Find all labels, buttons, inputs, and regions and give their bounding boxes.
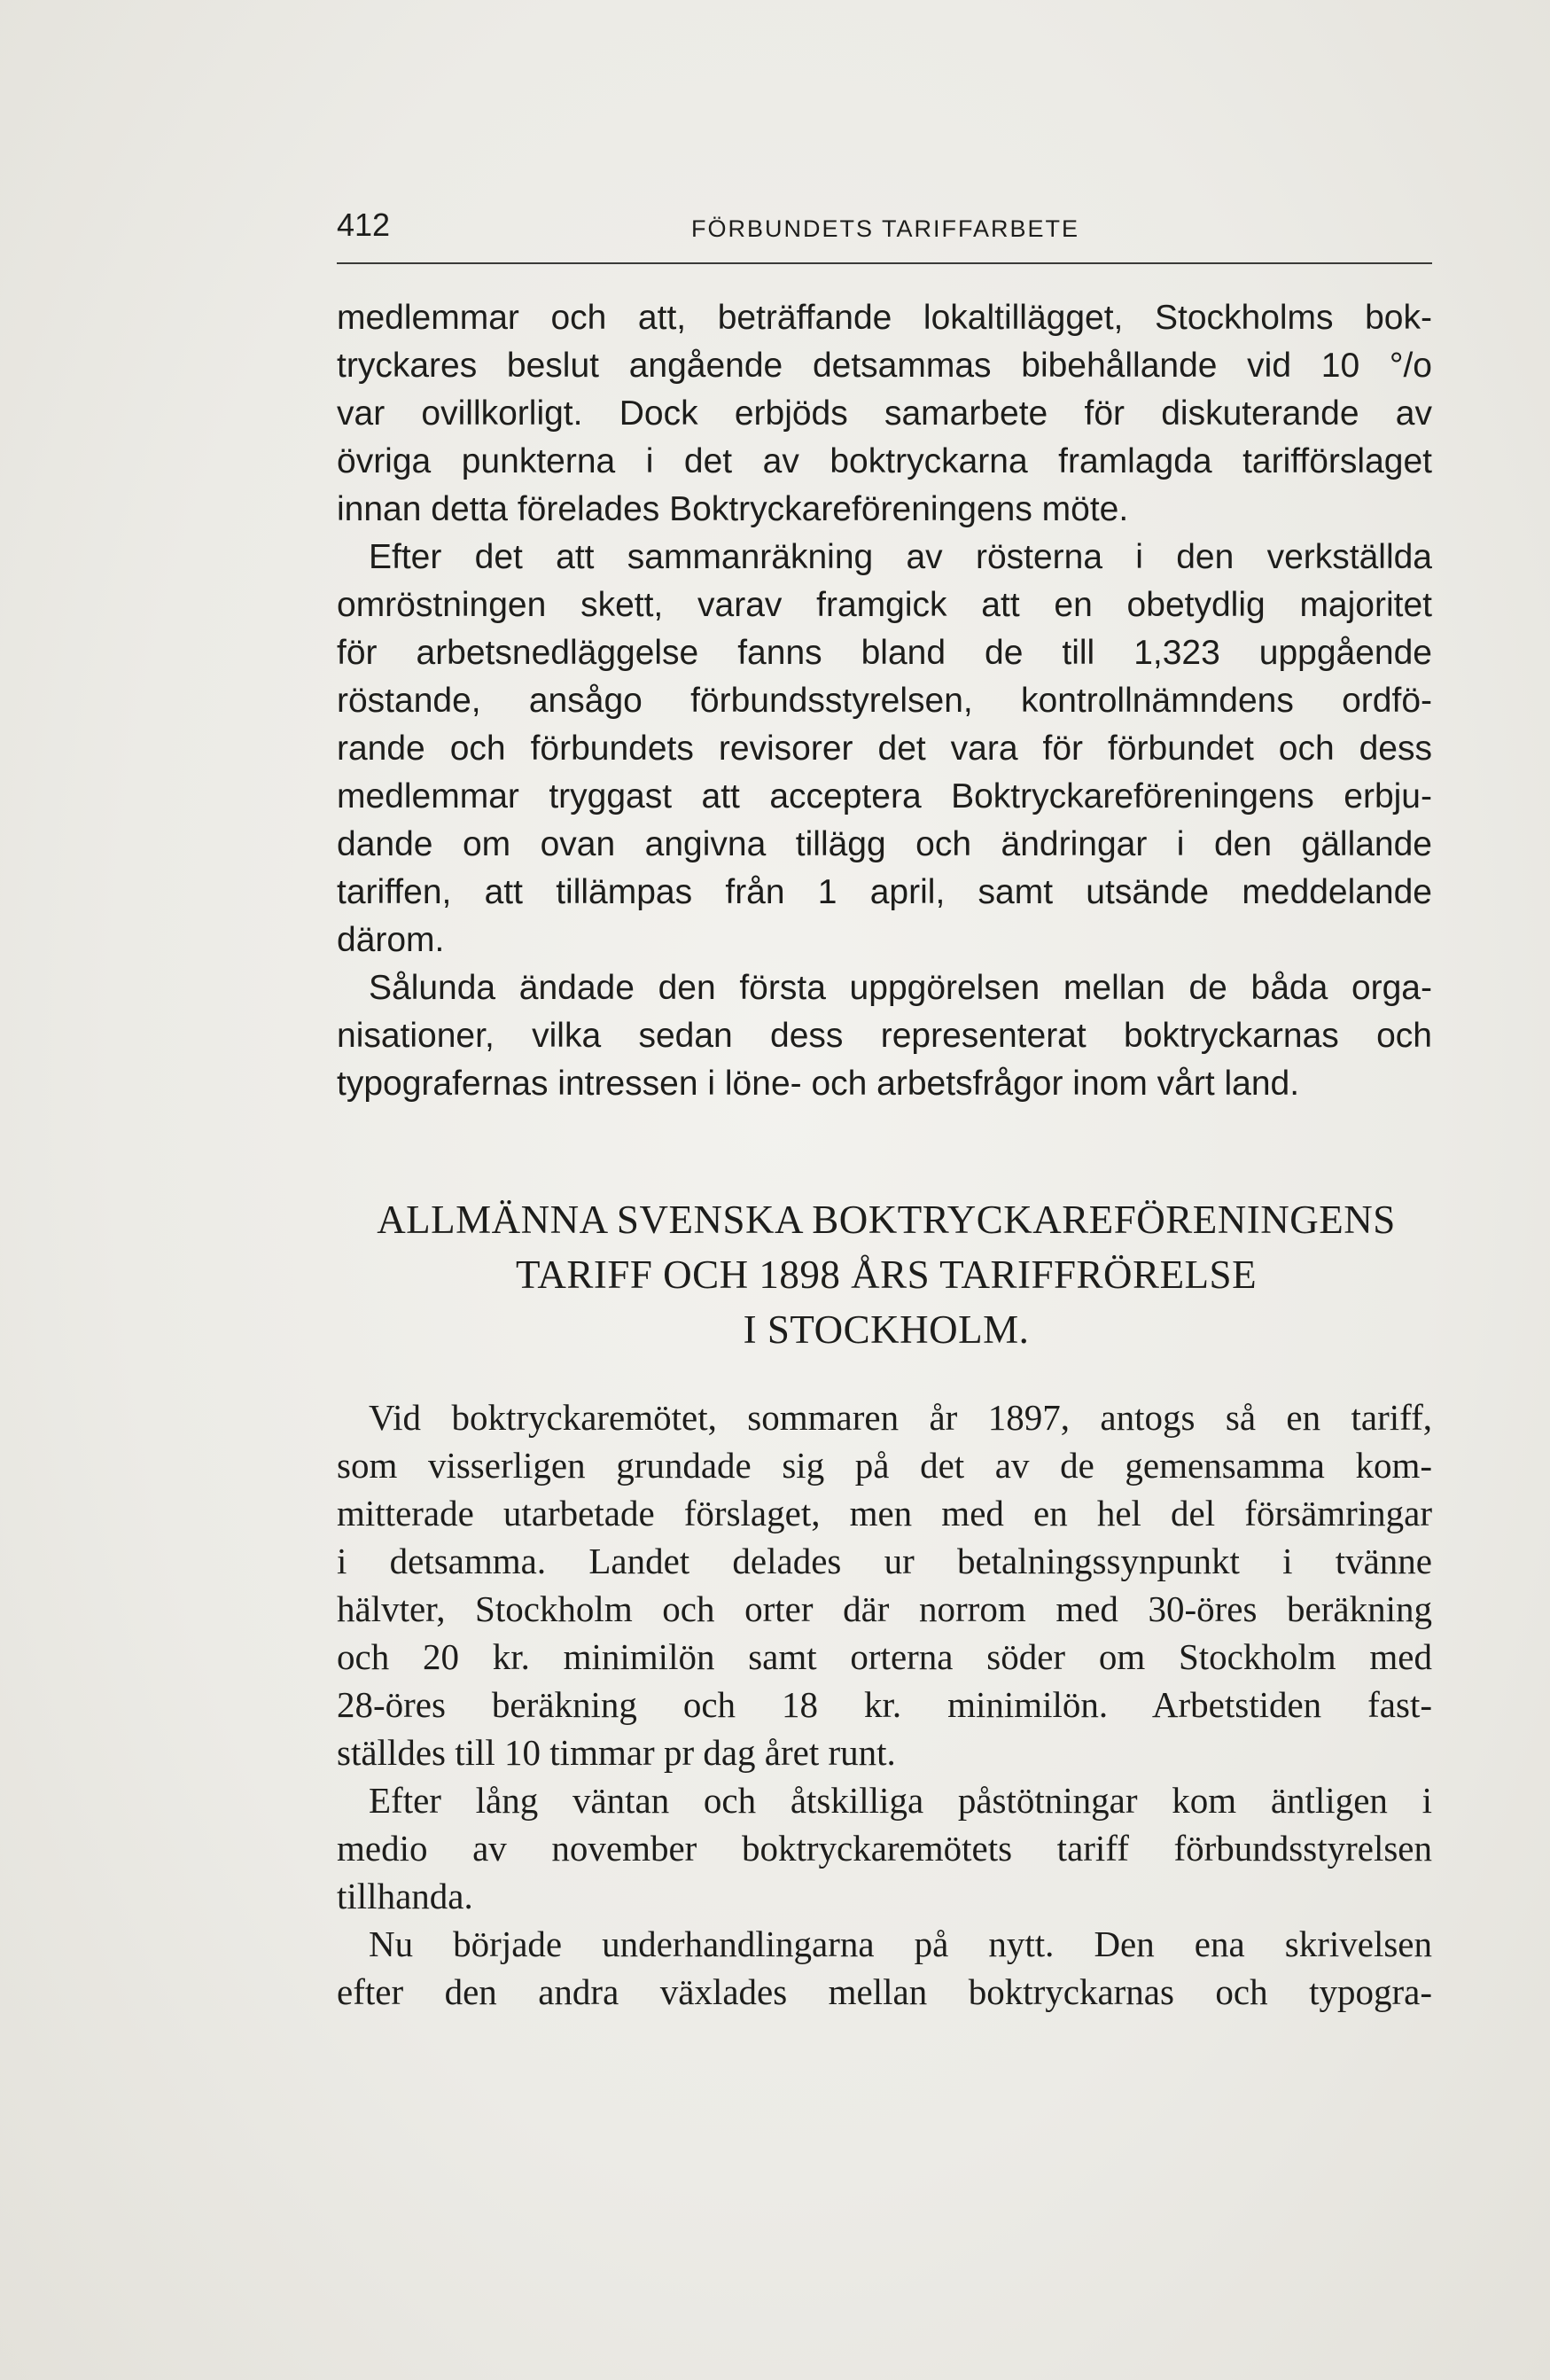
text-line: medio av november boktryckaremötets tariff förbundsstyrelsen [337,1828,1432,1869]
text-line: dande om ovan angivna tillägg och ändringar i den gällande [337,825,1432,863]
text-line: som visserligen grundade sig på det av de gemensamma kom- [337,1445,1432,1486]
text-line: övriga punkterna i det av boktryckarna framlagda tarifförslaget [337,442,1432,480]
text-line: för arbetsnedläggelse fanns bland de till 1,323 uppgående [337,634,1432,672]
text-line: mitterade utarbetade förslaget, men med en hel del försämringar [337,1493,1432,1533]
text-line: medlemmar och att, beträffande lokaltillägget, Stockholms bok- [337,299,1432,337]
text-line: nisationer, vilka sedan dess representerat boktryckarnas och [337,1017,1432,1055]
text-line: rande och förbundets revisorer det vara för förbundet och dess [337,730,1432,768]
section-heading-line: ALLMÄNNA SVENSKA BOKTRYCKAREFÖRENINGENS [377,1198,1396,1242]
text-line: efter den andra växlades mellan boktryckarnas och typogra- [337,1971,1432,2012]
text-line: Efter det att sammanräkning av rösterna i den verkställda [369,538,1432,576]
text-line: Efter lång väntan och åtskilliga påstötningar kom äntligen i [369,1780,1432,1821]
section-heading-line: TARIFF OCH 1898 ÅRS TARIFFRÖRELSE [515,1252,1258,1297]
text-line: Sålunda ändade den första uppgörelsen mellan de båda orga- [369,969,1432,1007]
text-line: hälvter, Stockholm och orter där norrom med 30-öres beräkning [337,1588,1432,1629]
page-number: 412 [337,207,391,243]
text-line: innan detta förelades Boktryckareföreningens möte. [337,490,1129,528]
text-line: Vid boktryckaremötet, sommaren år 1897, antogs så en tariff, [369,1397,1432,1438]
text-line: Nu började underhandlingarna på nytt. Den ena skrivelsen [369,1924,1432,1964]
text-line: medlemmar tryggast att acceptera Boktryckareföreningens erbju- [337,777,1432,815]
text-line: omröstningen skett, varav framgick att en obetydlig majoritet [337,586,1432,624]
text-line: därom. [337,921,445,959]
text-line: ställdes till 10 timmar pr dag året runt. [337,1732,896,1773]
text-line: röstande, ansågo förbundsstyrelsen, kontrollnämndens ordfö- [337,682,1432,720]
section-heading-line: I STOCKHOLM. [743,1307,1030,1352]
text-line: typografernas intressen i löne- och arbetsfrågor inom vårt land. [337,1065,1300,1103]
text-line: tillhanda. [337,1876,473,1916]
running-title: FÖRBUNDETS TARIFFARBETE [691,215,1080,242]
text-line: 28-öres beräkning och 18 kr. minimilön. Arbetstiden fast- [337,1684,1432,1725]
text-line: tariffen, att tillämpas från 1 april, samt utsände meddelande [337,873,1432,911]
text-line: i detsamma. Landet delades ur betalningssynpunkt i tvänne [337,1541,1432,1581]
text-line: och 20 kr. minimilön samt orterna söder om Stockholm med [337,1636,1432,1677]
text-line: var ovillkorligt. Dock erbjöds samarbete för diskuterande av [337,394,1432,433]
text-line: tryckares beslut angående detsammas bibehållande vid 10 °/o [337,347,1432,385]
page-header [337,206,1432,264]
